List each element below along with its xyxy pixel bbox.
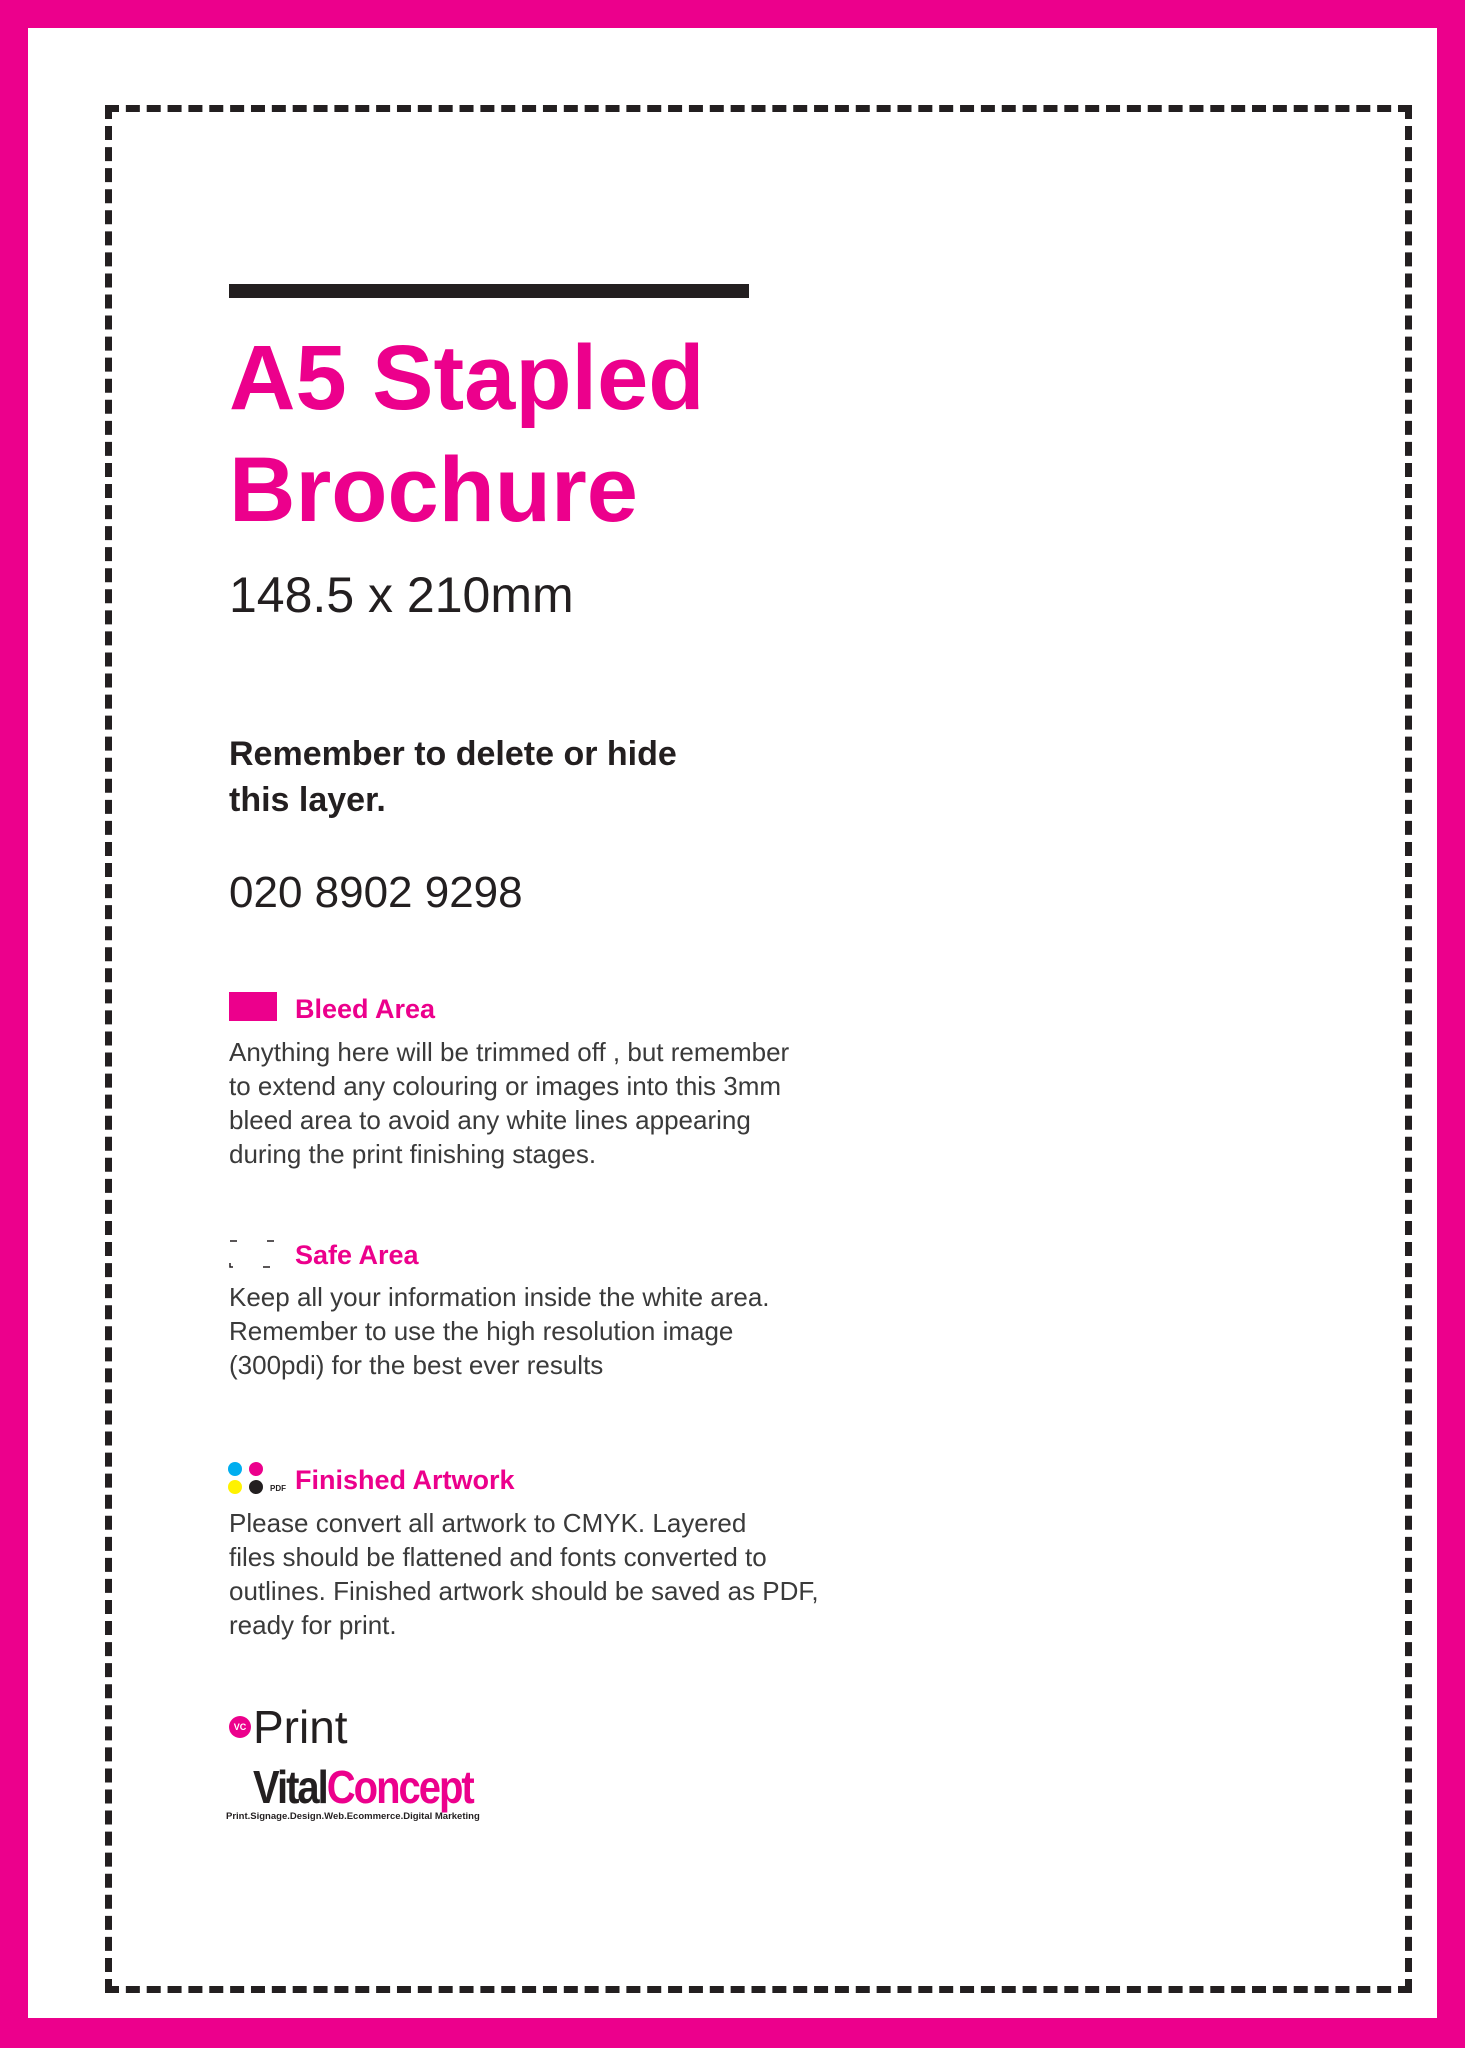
- eprint-logo: [229, 1700, 348, 1754]
- vc-badge-icon: VC: [229, 1716, 251, 1738]
- body-line: Keep all your information inside the white area.: [229, 1282, 770, 1312]
- title-rule: [229, 284, 749, 298]
- safe-area-icon: [229, 1240, 275, 1268]
- safe-heading: Safe Area: [295, 1240, 419, 1270]
- dimensions: 148.5 x 210mm: [229, 567, 574, 623]
- cmyk-pdf-icon: [228, 1460, 290, 1496]
- bleed-body: [229, 1035, 789, 1171]
- artwork-page: [28, 28, 1437, 2018]
- body-line: to extend any colouring or images into this 3mm: [229, 1071, 782, 1101]
- body-line: (300pdi) for the best ever results: [229, 1350, 604, 1380]
- body-line: bleed area to avoid any white lines appearing: [229, 1105, 751, 1135]
- finished-heading: Finished Artwork: [295, 1465, 515, 1495]
- eprint-text: Print: [253, 1701, 348, 1753]
- reminder-line: Remember to delete or hide: [229, 735, 677, 773]
- reminder-line: this layer.: [229, 781, 386, 819]
- safe-body: [229, 1280, 770, 1382]
- logo-tagline: Print.Signage.Design.Web.Ecommerce.Digital Marketing: [226, 1811, 480, 1822]
- logo-concept: Concept: [326, 1762, 473, 1814]
- vitalconcept-logo: [253, 1763, 473, 1815]
- pdf-label: PDF: [270, 1484, 286, 1493]
- body-line: files should be flattened and fonts converted to: [229, 1542, 767, 1572]
- bleed-swatch-icon: [229, 992, 277, 1021]
- body-line: Please convert all artwork to CMYK. Layered: [229, 1508, 747, 1538]
- body-line: Anything here will be trimmed off , but remember: [229, 1037, 790, 1067]
- body-line: Remember to use the high resolution image: [229, 1316, 734, 1346]
- title-line-1: A5 Stapled: [229, 327, 705, 429]
- bleed-heading: Bleed Area: [295, 994, 436, 1024]
- body-line: ready for print.: [229, 1610, 397, 1640]
- title-line-2: Brochure: [229, 439, 638, 541]
- reminder: [229, 731, 677, 823]
- finished-body: [229, 1506, 819, 1642]
- logo-vital: Vital: [253, 1762, 327, 1814]
- body-line: during the print finishing stages.: [229, 1139, 597, 1169]
- phone-number: 020 8902 9298: [229, 868, 523, 917]
- body-line: outlines. Finished artwork should be saved as PDF,: [229, 1576, 819, 1606]
